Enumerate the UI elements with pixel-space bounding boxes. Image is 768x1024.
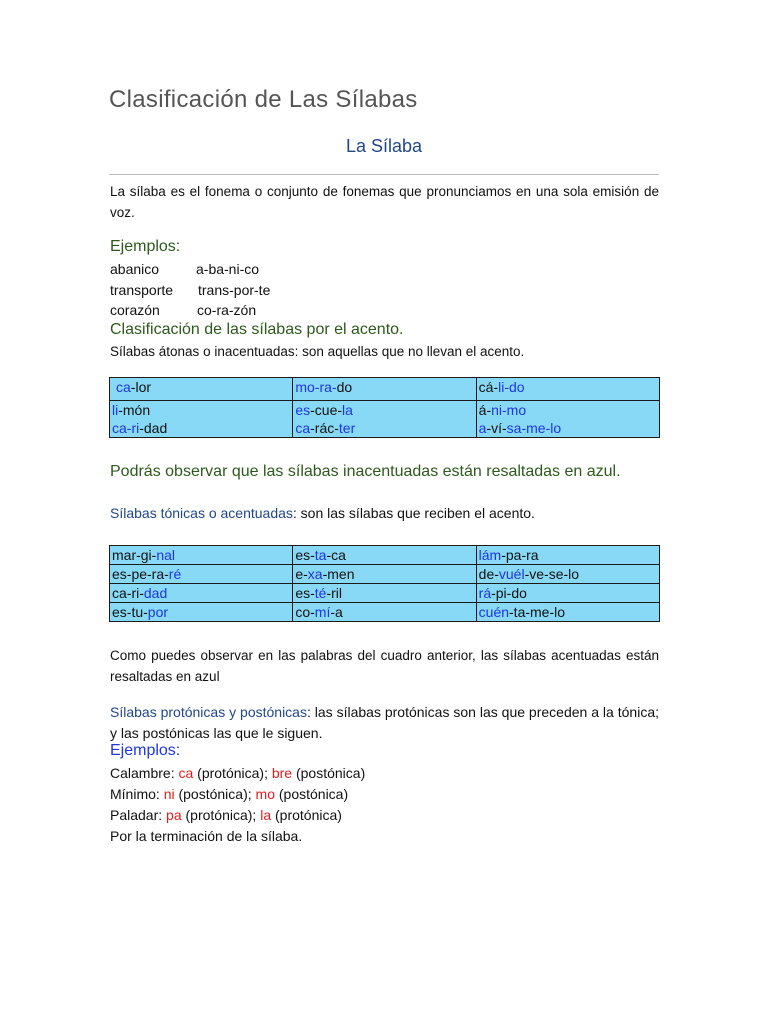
- example-text: (postónica);: [174, 786, 256, 802]
- highlighted-syllable: xa: [307, 566, 323, 582]
- highlighted-syllable: sa-me-lo: [506, 420, 562, 436]
- example-text: (protónica);: [181, 807, 261, 823]
- table-cell: [293, 378, 476, 401]
- terminacion-line: Por la terminación de la sílaba.: [110, 828, 303, 844]
- observe-inacentuadas-note: Podrás observar que las sílabas inacentuadas están resaltadas en azul.: [110, 463, 621, 480]
- example-split: co-ra-zón: [197, 302, 257, 318]
- accent-classification-heading: Clasificación de las sílabas por el acento.: [110, 321, 404, 338]
- table-cell: [293, 603, 476, 622]
- proto-example: [110, 786, 348, 802]
- syllable-word: [295, 604, 342, 620]
- examples-heading: Ejemplos:: [110, 238, 181, 255]
- syllable-word: [479, 547, 539, 563]
- syllable-word: [112, 566, 181, 582]
- syllable-word: [295, 401, 473, 419]
- highlighted-syllable: dad: [143, 585, 168, 601]
- proto-example: [110, 765, 365, 781]
- syllable-word: [295, 547, 346, 563]
- table-cell: [110, 378, 293, 401]
- table-cell: [476, 603, 659, 622]
- syllable: es-pe-ra-: [112, 566, 169, 582]
- example-split: trans-por-te: [198, 282, 271, 298]
- syllable: -men: [322, 566, 355, 582]
- proto-example-line: [110, 807, 342, 823]
- syllable: -ta-me-lo: [509, 604, 566, 620]
- syllable: mar-gi-: [112, 547, 157, 563]
- proto-example-line: [110, 786, 348, 802]
- divider-line: [109, 174, 659, 175]
- highlighted-syllable: ni: [163, 786, 175, 802]
- syllable: -ril: [326, 585, 343, 601]
- protonicas-definition: [110, 702, 659, 744]
- highlighted-syllable: rá: [478, 585, 492, 601]
- syllable: -pa-ra: [501, 547, 539, 563]
- highlighted-syllable: la: [260, 807, 272, 823]
- table-cell: [293, 565, 476, 584]
- syllable-word: [112, 604, 168, 620]
- highlighted-syllable: nal: [156, 547, 176, 563]
- tonicas-definition: [110, 505, 535, 521]
- table-cell: [476, 546, 659, 565]
- syllable-word: [479, 604, 565, 620]
- syllable: cá-: [478, 379, 499, 395]
- proto-example: [110, 807, 342, 823]
- syllable-word: [479, 379, 525, 395]
- syllable-word: [295, 566, 354, 582]
- highlighted-syllable: li-do: [498, 379, 525, 395]
- table-cell: [110, 546, 293, 565]
- syllable-word: [112, 585, 167, 601]
- syllable-word: [479, 585, 527, 601]
- example-text: (protónica);: [193, 765, 272, 781]
- table-cell: [110, 565, 293, 584]
- syllable: e-: [295, 566, 308, 582]
- atonas-table: [109, 377, 660, 438]
- syllable-word: [479, 401, 657, 419]
- highlighted-syllable: li: [112, 402, 119, 418]
- example-text: (postónica): [274, 786, 349, 802]
- highlighted-syllable: vuél: [498, 566, 525, 582]
- section-subtitle: La Sílaba: [345, 136, 423, 156]
- example-word: corazón: [110, 302, 160, 318]
- protonicas-label: Sílabas protónicas y postónicas: [110, 704, 307, 720]
- example-split: a-ba-ni-co: [196, 261, 260, 277]
- highlighted-syllable: por: [147, 604, 169, 620]
- example-text: (postónica): [292, 765, 366, 781]
- syllable: -pi-do: [491, 585, 527, 601]
- syllable: -món: [118, 402, 151, 418]
- example-word: transporte: [110, 282, 174, 298]
- syllable-word: [112, 547, 175, 563]
- table-cell: [476, 378, 659, 401]
- highlighted-syllable: ré: [168, 566, 182, 582]
- syllable: es-tu-: [112, 604, 148, 620]
- syllable: -ca: [326, 547, 346, 563]
- table-cell: [476, 401, 659, 438]
- highlighted-syllable: la: [342, 402, 353, 418]
- syllable: co-: [295, 604, 315, 620]
- table-cell: [293, 546, 476, 565]
- syllable: ca-ri-: [112, 585, 144, 601]
- highlighted-syllable: ca-ri: [112, 420, 140, 436]
- syllable: -a: [330, 604, 343, 620]
- syllable-word: [295, 585, 342, 601]
- highlighted-syllable: ter: [338, 420, 356, 436]
- syllable-word: [479, 419, 657, 437]
- highlighted-syllable: mo: [255, 786, 275, 802]
- syllable: -dad: [139, 420, 168, 436]
- syllable: es-: [295, 585, 315, 601]
- syllable: de-: [478, 566, 499, 582]
- table-cell: [293, 401, 476, 438]
- syllable: á-: [478, 402, 492, 418]
- tonicas-label: Sílabas tónicas o acentuadas: [110, 505, 293, 521]
- protonicas-rest: : las sílabas protónicas son las que preceden a la tónica; y las postónicas las que le siguen.: [110, 704, 659, 741]
- highlighted-syllable: ca: [116, 379, 131, 395]
- syllable: es-: [295, 547, 315, 563]
- table-cell: [110, 401, 293, 438]
- highlighted-syllable: ca: [178, 765, 194, 781]
- highlighted-syllable: a: [478, 420, 487, 436]
- table-cell: [476, 565, 659, 584]
- example-text: Calambre:: [110, 765, 179, 781]
- highlighted-syllable: mo-ra-: [295, 379, 337, 395]
- syllable: -lor: [130, 379, 152, 395]
- tonicas-rest: : son las sílabas que reciben el acento.: [292, 505, 535, 521]
- highlighted-syllable: ta: [314, 547, 327, 563]
- syllable: -ve-se-lo: [524, 566, 580, 582]
- highlighted-syllable: ni-mo: [491, 402, 527, 418]
- syllable: -ví-: [486, 420, 507, 436]
- examples-heading-2: Ejemplos:: [110, 742, 181, 759]
- highlighted-syllable: ca: [295, 420, 311, 436]
- highlighted-syllable: es: [295, 402, 311, 418]
- syllable: -rác-: [310, 420, 339, 436]
- highlighted-syllable: mí: [314, 604, 331, 620]
- table-cell: [110, 603, 293, 622]
- highlighted-syllable: bre: [271, 765, 293, 781]
- syllable-word: [295, 379, 352, 395]
- table-cell: [110, 584, 293, 603]
- example-text: (protónica): [271, 807, 342, 823]
- page-title: Clasificación de Las Sílabas: [109, 86, 418, 113]
- syllable: do: [336, 379, 353, 395]
- proto-example-line: [110, 765, 365, 781]
- highlighted-syllable: lám: [478, 547, 502, 563]
- tonicas-table: [109, 545, 660, 622]
- highlighted-syllable: té: [314, 585, 327, 601]
- intro-paragraph: La sílaba es el fonema o conjunto de fonemas que pronunciamos en una sola emisión de voz.: [110, 184, 659, 220]
- syllable-word: [112, 379, 151, 395]
- syllable: -cue-: [310, 402, 343, 418]
- atonas-definition: Sílabas átonas o inacentuadas: son aquellas que no llevan el acento.: [110, 344, 525, 359]
- table-cell: [476, 584, 659, 603]
- table-cell: [293, 584, 476, 603]
- syllable-word: [112, 419, 290, 437]
- example-text: Mínimo:: [110, 786, 164, 802]
- example-word: abanico: [110, 261, 160, 277]
- example-text: Paladar:: [110, 807, 167, 823]
- syllable-word: [112, 401, 290, 419]
- syllable-word: [295, 419, 473, 437]
- observe-acentuadas-note: Como puedes observar en las palabras del cuadro anterior, las sílabas acentuadas están resaltadas en azul: [110, 648, 659, 684]
- syllable-word: [479, 566, 579, 582]
- highlighted-syllable: pa: [166, 807, 182, 823]
- highlighted-syllable: cuén: [478, 604, 510, 620]
